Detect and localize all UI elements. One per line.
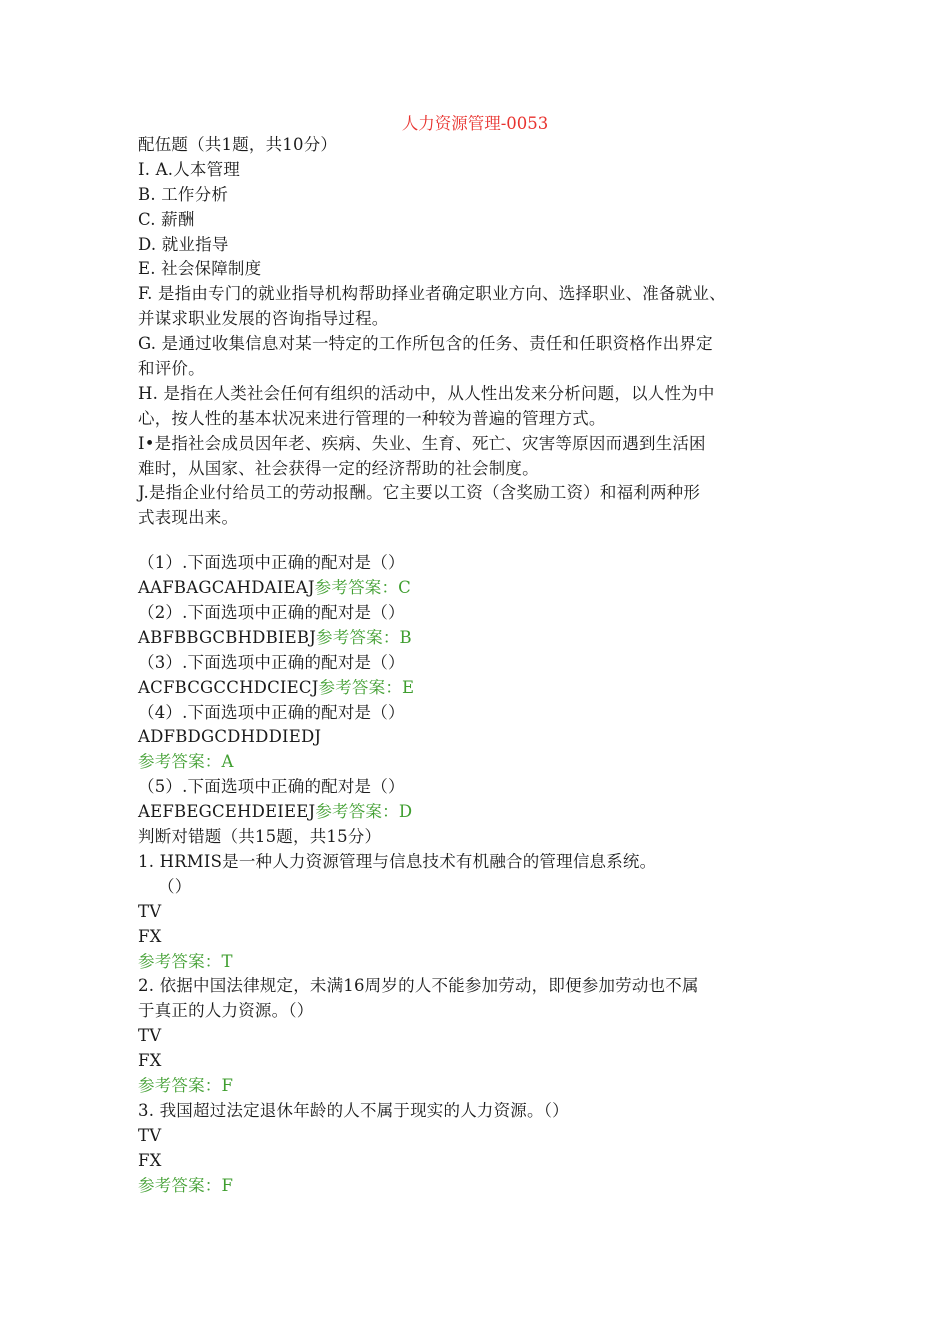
question-prompt: （2）.下面选项中正确的配对是（） <box>138 603 405 623</box>
question-prompt: （3）.下面选项中正确的配对是（） <box>138 652 405 672</box>
reference-answer: 参考答案：C <box>314 578 411 598</box>
option-line: B. 工作分析 <box>138 184 229 204</box>
reference-answer: 参考答案：F <box>138 1075 234 1095</box>
reference-answer: 参考答案：T <box>138 951 233 971</box>
tf-option-false: FX <box>138 1150 162 1170</box>
tf-question-line: 3. 我国超过法定退休年龄的人不属于现实的人力资源。（） <box>138 1100 569 1120</box>
question-prompt: （4）.下面选项中正确的配对是（） <box>138 702 405 722</box>
question-choices-row <box>138 800 838 825</box>
reference-answer: 参考答案：E <box>318 677 415 697</box>
definition-line: 式表现出来。 <box>138 508 239 528</box>
question-choices: ADFBDGCDHDDIEDJ <box>138 727 322 747</box>
reference-answer: 参考答案：B <box>316 627 412 647</box>
spacer <box>138 531 838 551</box>
tf-option-true: TV <box>138 1125 162 1145</box>
option-line: D. 就业指导 <box>138 234 229 254</box>
tf-option-true: TV <box>138 1026 162 1046</box>
question-choices-row <box>138 626 838 651</box>
tf-option-false: FX <box>138 1051 162 1071</box>
question-prompt: （5）.下面选项中正确的配对是（） <box>138 777 405 797</box>
tf-question-line: 于真正的人力资源。（） <box>138 1001 314 1021</box>
definition-line: 和评价。 <box>138 359 205 379</box>
reference-answer: 参考答案：A <box>138 752 234 772</box>
reference-answer: 参考答案：D <box>315 802 413 822</box>
question-choices: ABFBBGCBHDBIEBJ <box>138 627 317 647</box>
option-line: I. A.人本管理 <box>138 159 240 179</box>
document-body <box>138 133 838 1198</box>
definition-line: 并谋求职业发展的咨询指导过程。 <box>138 309 389 329</box>
definition-line: I•是指社会成员因年老、疾病、失业、生育、死亡、灾害等原因而遇到生活困 <box>138 433 706 453</box>
definition-line: F. 是指由专门的就业指导机构帮助择业者确定职业方向、选择职业、准备就业、 <box>138 284 726 304</box>
question-choices: AAFBAGCAHDAIEAJ <box>138 578 315 598</box>
definition-line: G. 是通过收集信息对某一特定的工作所包含的任务、责任和任职资格作出界定 <box>138 334 713 354</box>
question-prompt: （1）.下面选项中正确的配对是（） <box>138 553 405 573</box>
definition-line: J.是指企业付给员工的劳动报酬。它主要以工资（含奖励工资）和福利两种形 <box>138 483 701 503</box>
question-choices-row <box>138 576 838 601</box>
definition-line: 心，按人性的基本状况来进行管理的一种较为普遍的管理方式。 <box>138 408 606 428</box>
question-choices: ACFBCGCCHDCIECJ <box>138 677 319 697</box>
tf-question-line: 2. 依据中国法律规定，未满16周岁的人不能参加劳动，即便参加劳动也不属 <box>138 976 699 996</box>
tf-option-false: FX <box>138 926 162 946</box>
section-heading-true-false: 判断对错题（共15题，共15分） <box>138 827 382 847</box>
reference-answer: 参考答案：F <box>138 1175 234 1195</box>
section-heading-matching: 配伍题（共1题，共10分） <box>138 135 338 154</box>
option-line: E. 社会保障制度 <box>138 259 262 279</box>
tf-question-line: 1. HRMIS是一种人力资源管理与信息技术有机融合的管理信息系统。 <box>138 851 657 871</box>
definition-line: H. 是指在人类社会任何有组织的活动中，从人性出发来分析问题，以人性为中 <box>138 383 715 403</box>
tf-question-line: （） <box>158 876 192 896</box>
document-title: 人力资源管理-0053 <box>401 114 549 133</box>
definition-line: 难时，从国家、社会获得一定的经济帮助的社会制度。 <box>138 458 539 478</box>
tf-option-true: TV <box>138 901 162 921</box>
question-choices: AEFBEGCEHDEIEEJ <box>138 802 316 822</box>
question-choices-row <box>138 676 838 701</box>
option-line: C. 薪酬 <box>138 209 195 229</box>
